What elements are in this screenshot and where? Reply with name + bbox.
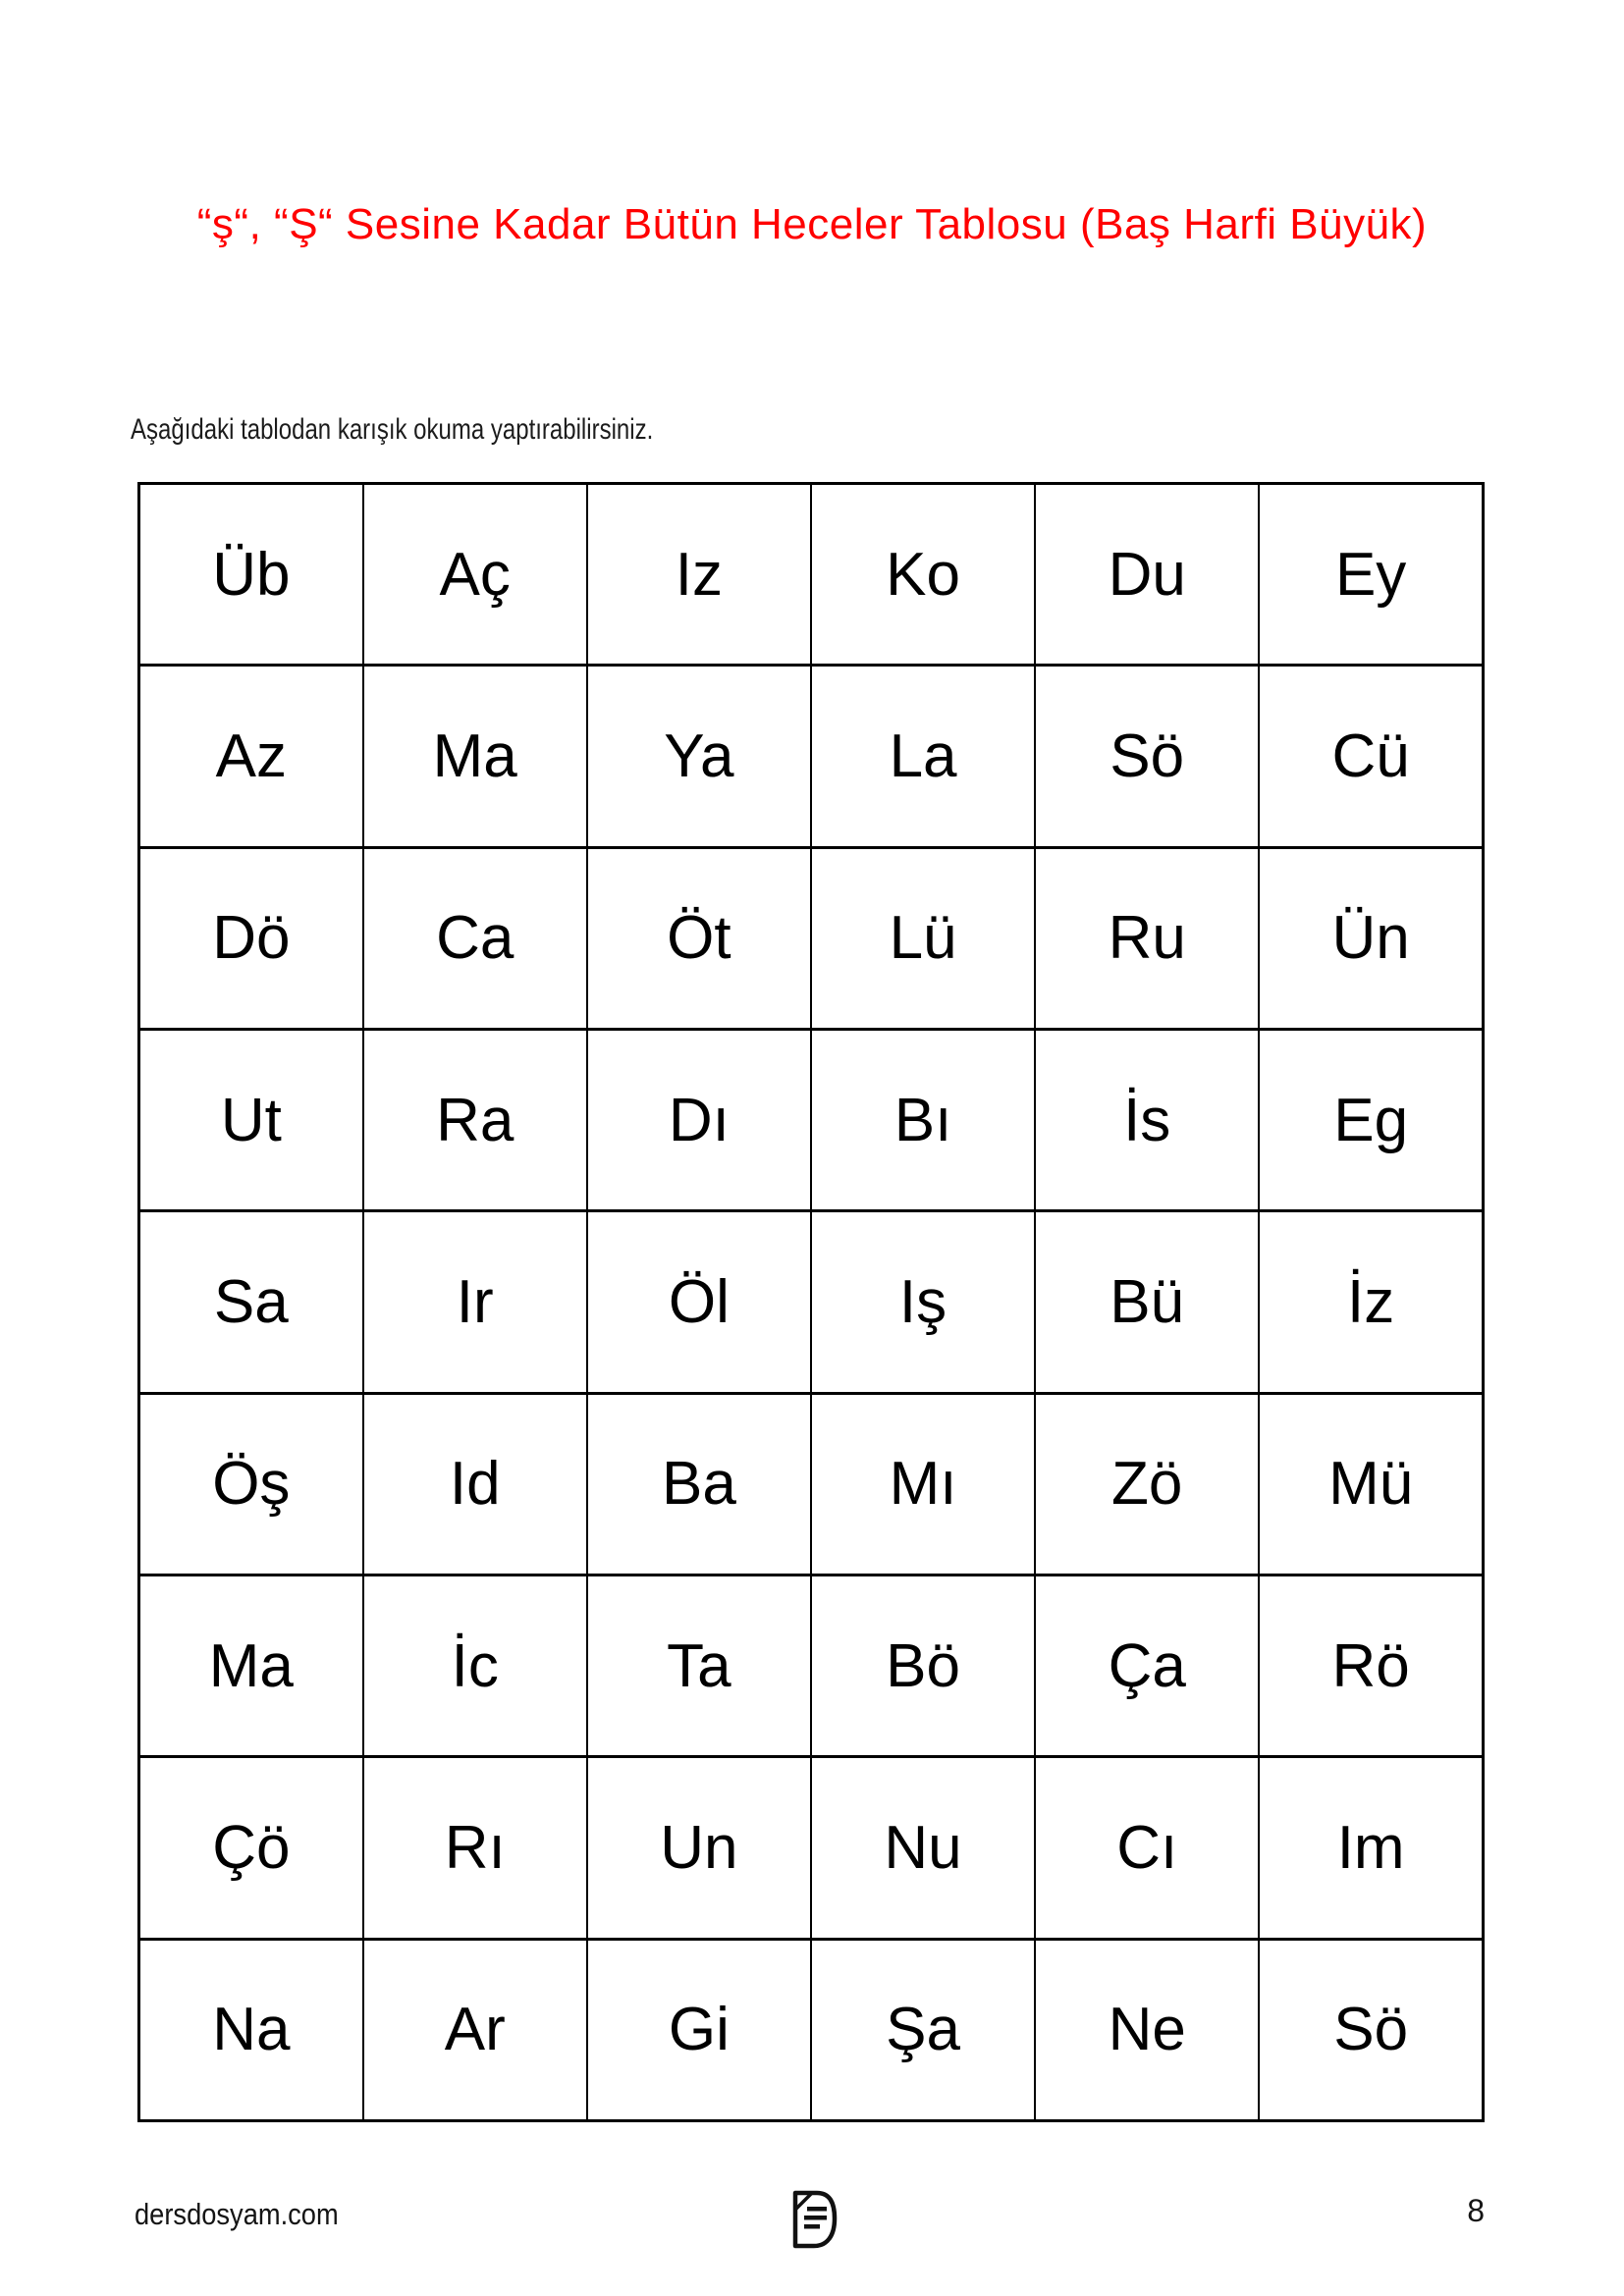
- syllable-cell: Id: [363, 1393, 587, 1575]
- syllable-cell: Mı: [811, 1393, 1035, 1575]
- syllable-cell: Ya: [587, 666, 811, 847]
- table-row: [139, 1757, 1484, 1939]
- syllable-cell: Na: [139, 1939, 363, 2120]
- syllable-cell: Mü: [1259, 1393, 1483, 1575]
- syllable-cell: Bö: [811, 1575, 1035, 1756]
- table-row: [139, 666, 1484, 847]
- syllable-cell: Ta: [587, 1575, 811, 1756]
- syllable-cell: Dı: [587, 1029, 811, 1210]
- syllable-cell: Ça: [1035, 1575, 1259, 1756]
- syllable-cell: Ko: [811, 484, 1035, 666]
- syllable-cell: Ra: [363, 1029, 587, 1210]
- table-row: [139, 1939, 1484, 2120]
- table-row: [139, 847, 1484, 1029]
- syllable-cell: Zö: [1035, 1393, 1259, 1575]
- table-row: [139, 1393, 1484, 1575]
- page-number: 8: [1467, 2193, 1485, 2228]
- syllable-cell: Rı: [363, 1757, 587, 1939]
- syllable-cell: Ey: [1259, 484, 1483, 666]
- syllable-cell: Az: [139, 666, 363, 847]
- syllable-cell: Sö: [1259, 1939, 1483, 2120]
- table-row: [139, 484, 1484, 666]
- syllable-table: [137, 482, 1485, 2122]
- syllable-cell: Dö: [139, 847, 363, 1029]
- syllable-cell: Aç: [363, 484, 587, 666]
- syllable-cell: La: [811, 666, 1035, 847]
- syllable-cell: Nu: [811, 1757, 1035, 1939]
- table-row: [139, 1029, 1484, 1210]
- syllable-cell: Bü: [1035, 1211, 1259, 1393]
- syllable-cell: Cı: [1035, 1757, 1259, 1939]
- syllable-cell: Ne: [1035, 1939, 1259, 2120]
- syllable-cell: Ba: [587, 1393, 811, 1575]
- syllable-cell: Lü: [811, 847, 1035, 1029]
- syllable-cell: Ir: [363, 1211, 587, 1393]
- syllable-cell: Sa: [139, 1211, 363, 1393]
- syllable-cell: Cü: [1259, 666, 1483, 847]
- syllable-cell: Sö: [1035, 666, 1259, 847]
- syllable-cell: Öş: [139, 1393, 363, 1575]
- syllable-cell: Öt: [587, 847, 811, 1029]
- syllable-cell: Ma: [139, 1575, 363, 1756]
- table-row: [139, 1575, 1484, 1756]
- syllable-cell: İs: [1035, 1029, 1259, 1210]
- instruction-text: Aşağıdaki tablodan karışık okuma yaptırabilirsiniz.: [131, 413, 654, 446]
- table-row: [139, 1211, 1484, 1393]
- syllable-cell: Ut: [139, 1029, 363, 1210]
- syllable-cell: Çö: [139, 1757, 363, 1939]
- syllable-cell: İz: [1259, 1211, 1483, 1393]
- syllable-cell: Ca: [363, 847, 587, 1029]
- syllable-cell: Du: [1035, 484, 1259, 666]
- syllable-cell: Gi: [587, 1939, 811, 2120]
- syllable-cell: Şa: [811, 1939, 1035, 2120]
- syllable-cell: Rö: [1259, 1575, 1483, 1756]
- document-icon: [785, 2188, 839, 2251]
- syllable-cell: Un: [587, 1757, 811, 1939]
- syllable-cell: İc: [363, 1575, 587, 1756]
- footer-website: dersdosyam.com: [135, 2197, 339, 2231]
- syllable-cell: Öl: [587, 1211, 811, 1393]
- syllable-cell: Iş: [811, 1211, 1035, 1393]
- syllable-cell: Im: [1259, 1757, 1483, 1939]
- syllable-cell: Ru: [1035, 847, 1259, 1029]
- syllable-cell: Iz: [587, 484, 811, 666]
- syllable-cell: Ar: [363, 1939, 587, 2120]
- syllable-cell: Ün: [1259, 847, 1483, 1029]
- syllable-cell: Bı: [811, 1029, 1035, 1210]
- syllable-cell: Üb: [139, 484, 363, 666]
- worksheet-title: “ş“, “Ş“ Sesine Kadar Bütün Heceler Tablosu (Baş Harfi Büyük): [196, 200, 1428, 248]
- syllable-cell: Eg: [1259, 1029, 1483, 1210]
- syllable-cell: Ma: [363, 666, 587, 847]
